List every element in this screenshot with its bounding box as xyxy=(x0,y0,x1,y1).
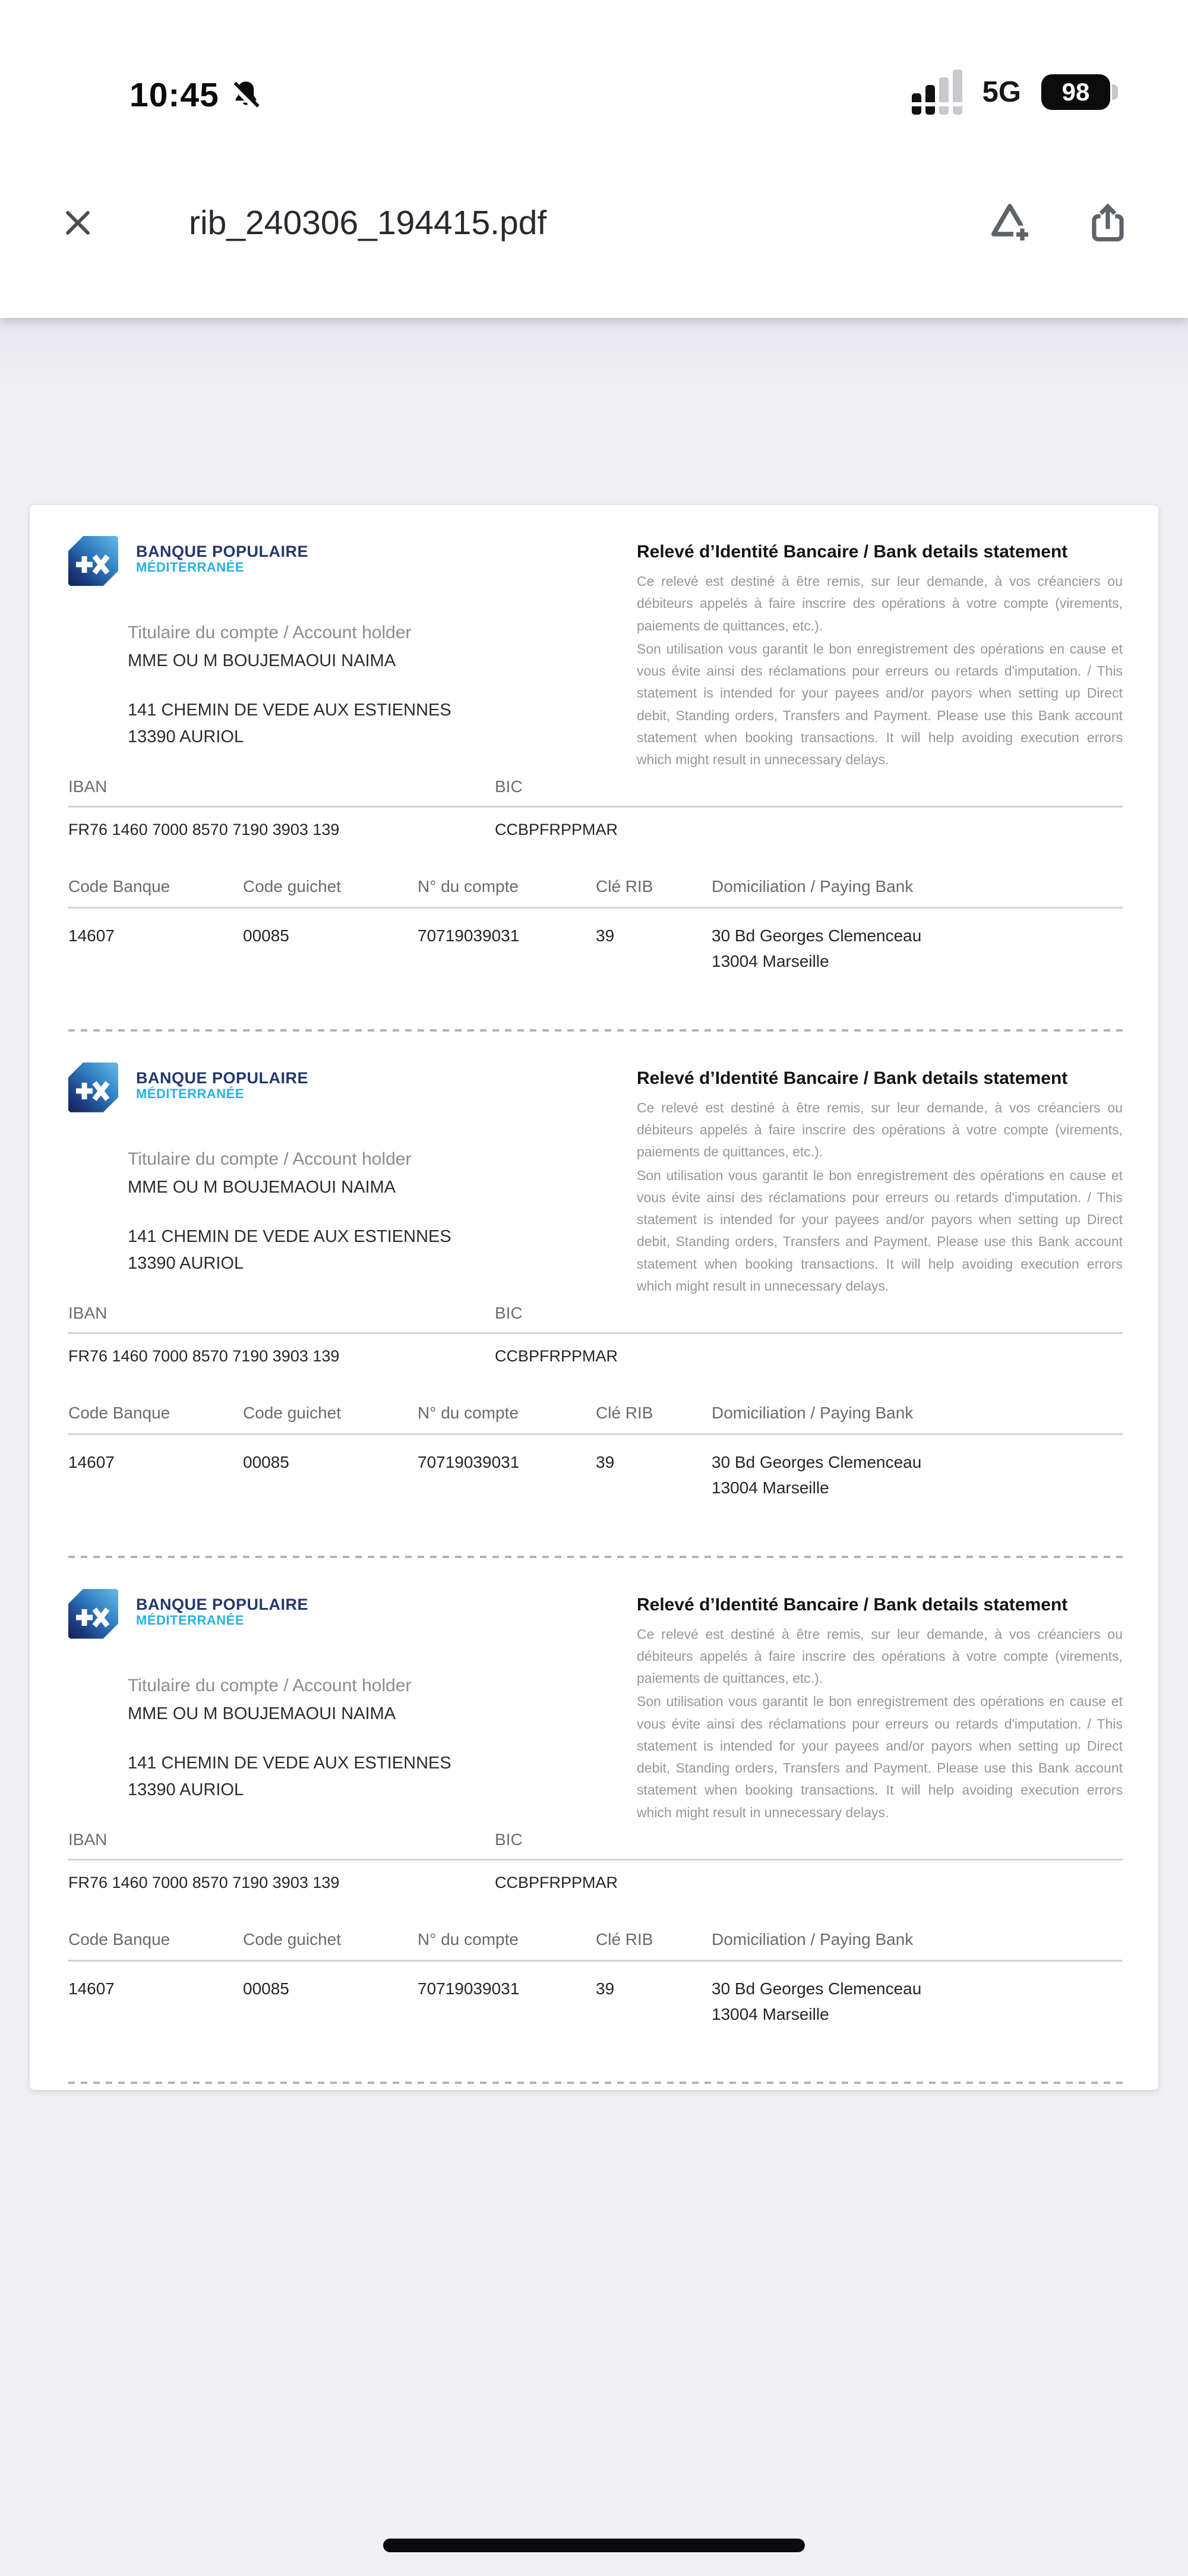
col-header: Domiciliation / Paying Bank xyxy=(712,1403,914,1422)
clock: 10:45 xyxy=(129,76,219,114)
battery-nub xyxy=(1112,84,1118,100)
share-button[interactable] xyxy=(1085,200,1131,246)
rib-notice-fr: Ce relevé est destiné à être remis, sur leur demande, à vos créanciers ou débiteurs appelés à faire inscrire des opérations à votre compte (virements, paiements de quittances, etc.). xyxy=(637,1626,1123,1686)
bic-label: BIC xyxy=(495,1830,523,1849)
account-holder-label: Titulaire du compte / Account holder xyxy=(128,1675,412,1695)
close-icon xyxy=(57,202,99,244)
divider xyxy=(68,806,1123,808)
divider xyxy=(68,1332,1123,1334)
bic-value: CCBPFRPPMAR xyxy=(495,821,618,838)
rib-section xyxy=(68,505,1123,1032)
account-holder-address: 141 CHEMIN DE VEDE AUX ESTIENNES 13390 AURIOL xyxy=(128,701,451,746)
iban-label: IBAN xyxy=(68,1303,108,1322)
account-holder-address: 141 CHEMIN DE VEDE AUX ESTIENNES 13390 AURIOL xyxy=(128,1753,451,1799)
col-header: Clé RIB xyxy=(596,1929,653,1948)
banque-populaire-logo-icon xyxy=(68,536,118,586)
col-header: Domiciliation / Paying Bank xyxy=(712,1929,914,1948)
rib-statement-title: Relevé d’Identité Bancaire / Bank details statement xyxy=(637,1068,1068,1088)
rib-statement-title: Relevé d’Identité Bancaire / Bank details statement xyxy=(637,1594,1068,1615)
battery-icon xyxy=(1041,74,1118,110)
table-row xyxy=(68,923,1123,975)
iban-value: FR76 1460 7000 8570 7190 3903 139 xyxy=(68,1873,340,1891)
bic-label: BIC xyxy=(495,777,523,796)
bank-details-table xyxy=(68,877,1123,975)
numero-compte-value: 70719039031 xyxy=(418,1452,520,1471)
network-type: 5G xyxy=(982,76,1021,108)
rib-section xyxy=(68,1558,1123,2085)
add-to-drive-icon xyxy=(986,199,1034,247)
col-header: Code guichet xyxy=(243,1403,342,1422)
rib-notice-en: Son utilisation vous garantit le bon enregistrement des opérations en cause et vous évite ainsi des réclamations pour erreurs ou retards d'imputation. / This statement is intended for your payees and/or payors when setting up Direct debit, Standing orders, Transfers and Payment. Please use this Bank account statement when booking transactions. It will help avoiding execution errors which might result in unnecessary delays. xyxy=(637,641,1123,767)
domiciliation-value: 30 Bd Georges Clemenceau 13004 Marseille xyxy=(712,926,922,971)
rib-notice-fr: Ce relevé est destiné à être remis, sur leur demande, à vos créanciers ou débiteurs appelés à faire inscrire des opérations à votre compte (virements, paiements de quittances, etc.). xyxy=(637,573,1123,633)
pdf-viewer-toolbar xyxy=(0,146,1188,318)
banque-populaire-logo-icon xyxy=(68,1589,118,1639)
bank-details-table xyxy=(68,1930,1123,2028)
brand-name: BANQUE POPULAIRE MÉDITERRANÉE xyxy=(136,1595,309,1628)
add-to-drive-button[interactable] xyxy=(986,199,1034,247)
divider xyxy=(68,907,1123,909)
code-banque-value: 14607 xyxy=(68,926,115,945)
account-holder-name: MME OU M BOUJEMAOUI NAIMA xyxy=(128,1704,396,1723)
app-header xyxy=(0,0,1188,318)
iban-label: IBAN xyxy=(68,1830,108,1849)
iban-value: FR76 1460 7000 8570 7190 3903 139 xyxy=(68,821,340,838)
col-header: Code Banque xyxy=(68,1929,170,1948)
col-header: Code Banque xyxy=(68,1403,170,1422)
rib-notice-en: Son utilisation vous garantit le bon enregistrement des opérations en cause et vous évite ainsi des réclamations pour erreurs ou retards d'imputation. / This statement is intended for your payees and/or payors when setting up Direct debit, Standing orders, Transfers and Payment. Please use this Bank account statement when booking transactions. It will help avoiding execution errors which might result in unnecessary delays. xyxy=(637,1167,1123,1294)
pdf-page xyxy=(30,505,1158,2090)
account-holder-label: Titulaire du compte / Account holder xyxy=(128,623,412,642)
bic-label: BIC xyxy=(495,1303,523,1322)
rib-notice-en: Son utilisation vous garantit le bon enregistrement des opérations en cause et vous évite ainsi des réclamations pour erreurs ou retards d'imputation. / This statement is intended for your payees and/or payors when setting up Direct debit, Standing orders, Transfers and Payment. Please use this Bank account statement when booking transactions. It will help avoiding execution errors which might result in unnecessary delays. xyxy=(637,1694,1123,1820)
divider xyxy=(68,1433,1123,1435)
account-holder-name: MME OU M BOUJEMAOUI NAIMA xyxy=(128,1177,396,1197)
code-guichet-value: 00085 xyxy=(243,926,289,945)
table-row xyxy=(68,1449,1123,1501)
code-guichet-value: 00085 xyxy=(243,1452,289,1471)
banque-populaire-logo-icon xyxy=(68,1062,118,1112)
bic-value: CCBPFRPPMAR xyxy=(495,1347,618,1365)
col-header: Code guichet xyxy=(243,877,342,896)
share-icon xyxy=(1085,200,1131,246)
bank-details-table xyxy=(68,1404,1123,1501)
col-header: N° du compte xyxy=(418,1403,519,1422)
iban-value: FR76 1460 7000 8570 7190 3903 139 xyxy=(68,1347,340,1365)
battery-percent: 98 xyxy=(1041,74,1110,110)
table-row xyxy=(68,1976,1123,2028)
rib-notice-fr: Ce relevé est destiné à être remis, sur leur demande, à vos créanciers ou débiteurs appelés à faire inscrire des opérations à votre compte (virements, paiements de quittances, etc.). xyxy=(637,1099,1123,1160)
col-header: N° du compte xyxy=(418,877,519,896)
divider xyxy=(68,1859,1123,1861)
numero-compte-value: 70719039031 xyxy=(418,1979,520,1998)
brand-name: BANQUE POPULAIRE MÉDITERRANÉE xyxy=(136,543,309,575)
cellular-signal-icon xyxy=(912,70,962,115)
cle-rib-value: 39 xyxy=(596,926,615,945)
close-button[interactable] xyxy=(57,202,99,244)
iban-label: IBAN xyxy=(68,777,108,796)
pdf-scroll-area[interactable] xyxy=(0,318,1188,2576)
domiciliation-value: 30 Bd Georges Clemenceau 13004 Marseille xyxy=(712,1979,922,2023)
code-guichet-value: 00085 xyxy=(243,1979,289,1998)
home-indicator[interactable] xyxy=(383,2539,805,2552)
document-title: rib_240306_194415.pdf xyxy=(189,204,547,242)
code-banque-value: 14607 xyxy=(68,1979,115,1998)
account-holder-label: Titulaire du compte / Account holder xyxy=(128,1149,412,1169)
cle-rib-value: 39 xyxy=(596,1452,615,1471)
col-header: N° du compte xyxy=(418,1929,519,1948)
cle-rib-value: 39 xyxy=(596,1979,615,1998)
divider xyxy=(68,1960,1123,1962)
bic-value: CCBPFRPPMAR xyxy=(495,1873,618,1891)
notifications-off-icon xyxy=(229,78,263,112)
col-header: Domiciliation / Paying Bank xyxy=(712,877,914,896)
code-banque-value: 14607 xyxy=(68,1452,115,1471)
account-holder-address: 141 CHEMIN DE VEDE AUX ESTIENNES 13390 AURIOL xyxy=(128,1226,451,1273)
numero-compte-value: 70719039031 xyxy=(418,926,520,945)
col-header: Code guichet xyxy=(243,1929,342,1948)
col-header: Code Banque xyxy=(68,877,170,896)
cut-line xyxy=(68,2082,1123,2084)
rib-section xyxy=(68,1032,1123,1558)
account-holder-name: MME OU M BOUJEMAOUI NAIMA xyxy=(128,651,396,670)
col-header: Clé RIB xyxy=(596,1403,653,1422)
domiciliation-value: 30 Bd Georges Clemenceau 13004 Marseille xyxy=(712,1452,922,1497)
status-bar xyxy=(0,0,1188,146)
brand-name: BANQUE POPULAIRE MÉDITERRANÉE xyxy=(136,1068,309,1101)
rib-statement-title: Relevé d’Identité Bancaire / Bank details statement xyxy=(637,542,1068,562)
col-header: Clé RIB xyxy=(596,877,653,896)
